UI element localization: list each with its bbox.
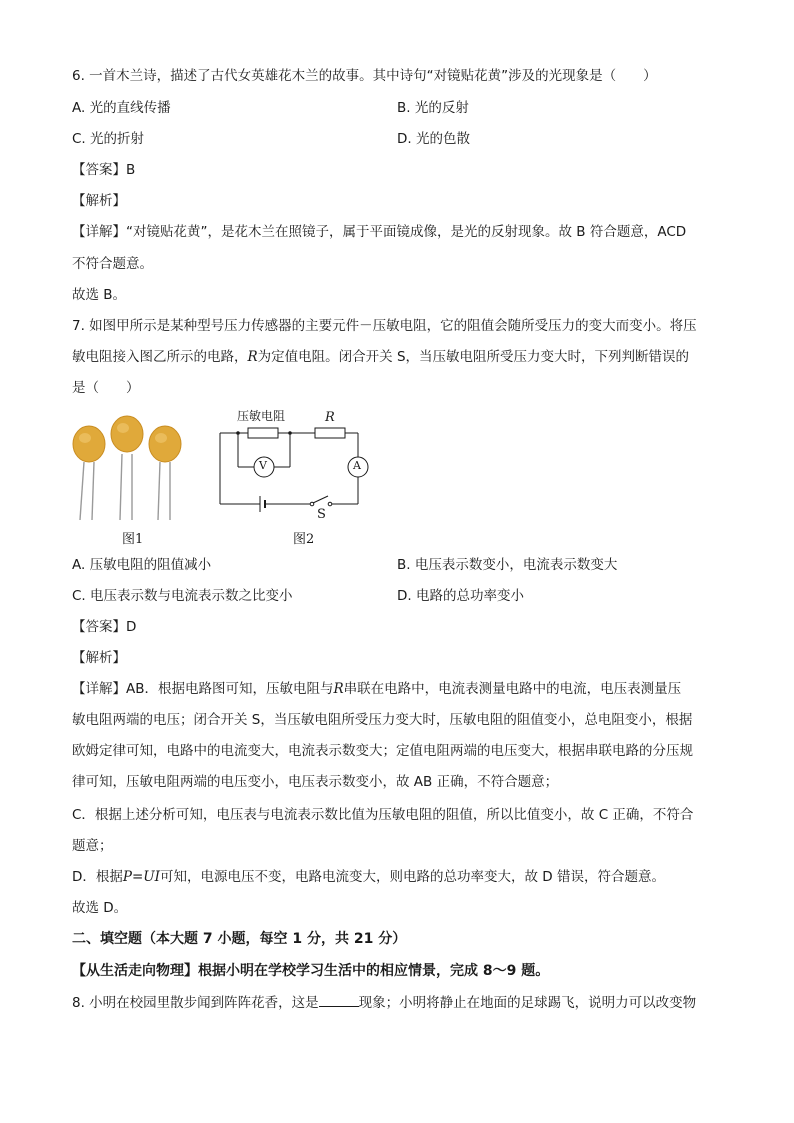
figure-2-ammeter-label: A — [353, 459, 361, 472]
fixed-resistor-symbol — [315, 428, 345, 438]
q7-option-a: A. 压敏电阻的阻值减小 — [72, 557, 212, 573]
q7-option-d: D. 电路的总功率变小 — [397, 588, 524, 604]
q7-detail7-text-a: D．根据 — [72, 869, 123, 885]
section-2-title: 二、填空题（本大题 7 小题，每空 1 分，共 21 分） — [72, 931, 407, 947]
q7-stem-line-2 — [72, 347, 689, 367]
figure-2-r-label: R — [325, 410, 335, 425]
q6-stem: 6. 一首木兰诗，描述了古代女英雄花木兰的故事。其中诗句“对镜贴花黄”涉及的光现象是（ ） — [72, 68, 657, 84]
q7-detail7-formula: P=UI — [122, 869, 161, 885]
figure-2-varistor-label: 压敏电阻 — [237, 409, 286, 423]
q7-detail-line-1 — [72, 679, 681, 699]
q7-conclusion: 故选 D。 — [72, 900, 128, 916]
varistor-2-icon — [111, 416, 143, 520]
q7-detail-line-2: 敏电阻两端的电压；闭合开关 S，当压敏电阻所受压力变大时，压敏电阻的阻值变小，总电阻变小，根据 — [72, 712, 693, 728]
q7-analysis-label: 【解析】 — [72, 650, 126, 666]
q6-conclusion: 故选 B。 — [72, 287, 127, 303]
q7-answer: 【答案】D — [72, 619, 137, 635]
q8-stem — [72, 992, 696, 1013]
q7-option-b: B. 电压表示数变小，电流表示数变大 — [397, 557, 618, 573]
q6-option-c: C. 光的折射 — [72, 131, 145, 147]
q6-option-b: B. 光的反射 — [397, 100, 469, 116]
q7-detail-line-7 — [72, 867, 665, 887]
q8-stem-text-b: 现象；小明将静止在地面的足球踢飞，说明力可以改变物 — [358, 995, 697, 1011]
q6-analysis-label: 【解析】 — [72, 193, 126, 209]
varistor-3-icon — [149, 426, 181, 520]
q7-detail-line-4: 律可知，压敏电阻两端的电压变小，电压表示数变小，故 AB 正确，不符合题意； — [72, 774, 559, 790]
figure-1-caption: 图1 — [122, 532, 144, 547]
q7-detail-var-r: R — [333, 681, 344, 697]
q7-stem-text-b: 为定值电阻。闭合开关 S，当压敏电阻所受压力变大时，下列判断错误的 — [257, 349, 690, 365]
varistor-resistor-symbol — [248, 428, 278, 438]
q7-detail-line-5: C．根据上述分析可知，电压表与电流表示数比值为压敏电阻的阻值，所以比值变小，故 C 正确，不符合 — [72, 807, 694, 823]
q6-option-a: A. 光的直线传播 — [72, 100, 171, 116]
q7-stem-line-3: 是（ ） — [72, 380, 140, 396]
figure-2-voltmeter-label: V — [259, 459, 267, 472]
q7-detail-text-a: 【详解】AB．根据电路图可知，压敏电阻与 — [72, 681, 334, 697]
q7-stem-text-a: 敏电阻接入图乙所示的电路， — [72, 349, 248, 365]
q7-detail-text-b: 串联在电路中，电流表测量电路中的电流，电压表测量压 — [343, 681, 682, 697]
q7-detail7-text-b: 可知，电源电压不变，电路电流变大，则电路的总功率变大，故 D 错误，符合题意。 — [160, 869, 665, 885]
q8-blank-1 — [319, 992, 359, 1007]
figure-1-varistors — [70, 412, 200, 524]
q6-answer: 【答案】B — [72, 162, 136, 178]
varistor-1-icon — [73, 426, 105, 520]
q6-detail-line-2: 不符合题意。 — [72, 256, 153, 272]
q7-stem-var-r: R — [247, 349, 258, 365]
q6-detail-line-1: 【详解】“对镜贴花黄”，是花木兰在照镜子，属于平面镜成像，是光的反射现象。故 B 符合题意，ACD — [72, 224, 687, 240]
q7-option-c: C. 电压表示数与电流表示数之比变小 — [72, 588, 293, 604]
q7-detail-line-3: 欧姆定律可知，电路中的电流变大，电流表示数变大；定值电阻两端的电压变大，根据串联电路的分压规 — [72, 743, 693, 759]
q8-stem-text-a: 8. 小明在校园里散步闻到阵阵花香，这是 — [72, 995, 319, 1011]
figure-2-caption: 图2 — [293, 532, 315, 547]
q7-stem-line-1: 7. 如图甲所示是某种型号压力传感器的主要元件－压敏电阻，它的阻值会随所受压力的变大而变小。将压 — [72, 318, 697, 334]
figure-2-switch-label: S — [317, 507, 326, 522]
switch-lever — [313, 496, 328, 503]
q6-option-d: D. 光的色散 — [397, 131, 470, 147]
q7-detail-line-6: 题意； — [72, 838, 113, 854]
section-2-topic: 【从生活走向物理】根据小明在学校学习生活中的相应情景，完成 8～9 题。 — [72, 963, 550, 979]
